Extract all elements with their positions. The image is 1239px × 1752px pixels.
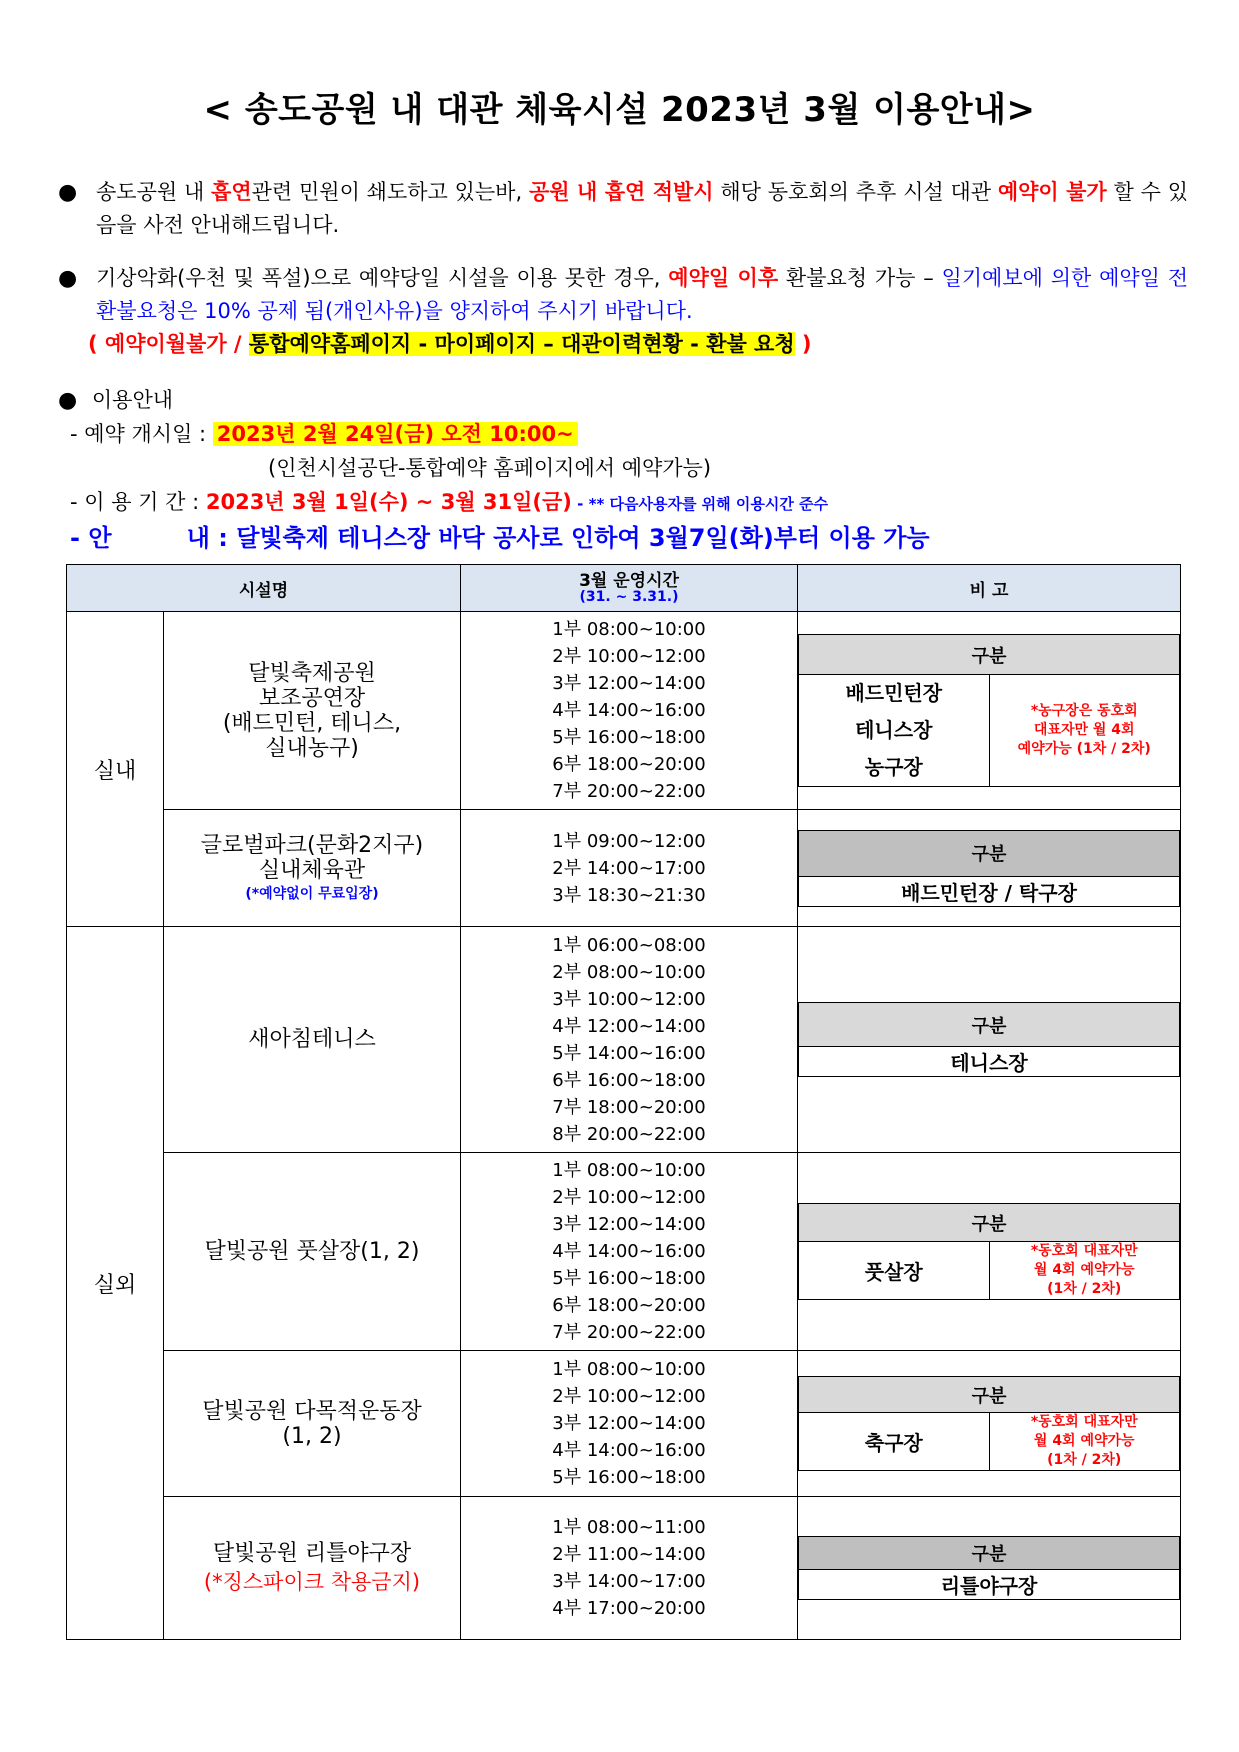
table-row: [67, 1497, 1181, 1640]
time-slot: 4부 14:00~16:00: [552, 1440, 706, 1461]
time-slot: 5부 16:00~18:00: [552, 727, 706, 748]
time-slot: 1부 06:00~08:00: [552, 934, 706, 956]
usage-period-value: 2023년 3월 1일(수) ~ 3월 31일(금): [205, 490, 572, 514]
reserve-start-value: 2023년 2월 24일(금) 오전 10:00~: [213, 422, 578, 446]
notice1-text-a: 송도공원 내: [96, 180, 212, 204]
time-slot: 1부 08:00~10:00: [552, 619, 706, 640]
usage-guide: - 안 내 : 달빛축제 테니스장 바닥 공사로 인하여 3월7일(화)부터 이용 가능: [70, 524, 930, 552]
time-slot: 2부 08:00~10:00: [552, 961, 706, 983]
table-row: [67, 1153, 1181, 1351]
reserve-start: [70, 418, 578, 448]
time-slot: 3부 14:00~17:00: [552, 1571, 706, 1592]
bullet-icon: ●: [58, 266, 78, 291]
remark-note: *동호회 대표자만 월 4회 예약가능 (1차 / 2차): [989, 1413, 1180, 1471]
gubun-label: 구분: [799, 1537, 1180, 1570]
facility-name: 달빛공원 풋살장(1, 2): [164, 1153, 461, 1351]
notice1-text-d: 할 수 있음을 사전 안내해드립니다.: [96, 180, 1188, 237]
notice1-smoking: 흡연: [211, 180, 252, 204]
refund-path-prefix: ( 예약이월불가 /: [88, 332, 249, 356]
facility-name: 새아침테니스: [164, 927, 461, 1153]
refund-path-suffix: ): [794, 332, 812, 356]
remark-main: 풋살장: [799, 1242, 990, 1300]
time-slot: 4부 14:00~16:00: [552, 1241, 706, 1262]
notice-refund: [58, 262, 1188, 361]
time-slot: 4부 17:00~20:00: [552, 1598, 706, 1619]
notice1-text-c: 해당 동호회의 추후 시설 대관: [713, 180, 998, 204]
usage-period-label: - 이 용 기 간 :: [70, 490, 206, 514]
page-title: < 송도공원 내 대관 체육시설 2023년 3월 이용안내>: [203, 90, 1036, 130]
time-slots: [461, 927, 798, 1153]
reserve-site: (인천시설공단-통합예약 홈페이지에서 예약가능): [268, 456, 712, 480]
remark-cell: [798, 1497, 1181, 1640]
bullet-icon: ●: [58, 180, 78, 205]
notice2-text-b: 환불요청 가능 –: [778, 266, 942, 290]
col-remark: 비 고: [798, 565, 1181, 612]
gubun-label: 구분: [799, 830, 1180, 876]
time-slot: 7부 18:00~20:00: [552, 1096, 706, 1118]
facility-name-text: 달빛공원 리틀야구장: [212, 1540, 412, 1566]
notice2-text-a: 기상악화(우천 및 폭설)으로 예약당일 시설을 이용 못한 경우,: [96, 266, 669, 290]
schedule-table: [66, 564, 1181, 1640]
time-slot: 3부 12:00~14:00: [552, 673, 706, 694]
remark-cell: [798, 927, 1181, 1153]
remark-cell: [798, 612, 1181, 810]
col-facility: 시설명: [67, 565, 461, 612]
time-slot: 3부 18:30~21:30: [552, 884, 706, 906]
facility-note: (*예약없이 무료입장): [245, 886, 379, 902]
remark-main: 축구장: [799, 1413, 990, 1471]
time-slots: [461, 810, 798, 927]
time-slot: 2부 10:00~12:00: [552, 1187, 706, 1208]
notice1-no-reservation: 예약이 불가: [997, 180, 1107, 204]
time-slot: 8부 20:00~22:00: [552, 1123, 706, 1145]
gubun-label: 구분: [799, 1003, 1180, 1047]
time-slots: [461, 1351, 798, 1497]
col-hours-title: 3월 운영시간: [579, 570, 679, 591]
remark-cell: [798, 810, 1181, 927]
notice2-forecast: 일기예보에 의한 예약일 전 환불요청은 10% 공제 됨(개인사유)을 양지하여 주시기 바랍니다.: [96, 266, 1188, 323]
remark-note: *동호회 대표자만 월 4회 예약가능 (1차 / 2차): [989, 1242, 1180, 1300]
time-slot: 6부 16:00~18:00: [552, 1069, 706, 1091]
notice-smoking: [58, 176, 1188, 242]
time-slot: 5부 16:00~18:00: [552, 1268, 706, 1289]
usage-period: [70, 486, 828, 516]
table-header: [67, 565, 1181, 612]
col-hours-range: (31. ~ 3.31.): [579, 588, 679, 605]
time-slot: 4부 12:00~14:00: [552, 1015, 706, 1037]
refund-path: [88, 328, 1188, 361]
category-outdoor: 실외: [67, 927, 164, 1640]
time-slot: 1부 09:00~12:00: [552, 830, 706, 852]
usage-heading-text: 이용안내: [91, 388, 174, 412]
remark-cell: [798, 1153, 1181, 1351]
facility-note: (*징스파이크 착용금지): [203, 1569, 421, 1594]
reserve-start-label: - 예약 개시일 :: [70, 422, 213, 446]
time-slot: 6부 18:00~20:00: [552, 754, 706, 775]
facility-name: [164, 810, 461, 927]
remark-main: 테니스장: [799, 1047, 1180, 1077]
bullet-icon: ●: [58, 388, 78, 413]
notice1-text-b: 관련 민원이 쇄도하고 있는바,: [251, 180, 529, 204]
time-slot: 2부 11:00~14:00: [552, 1544, 706, 1565]
remark-cell: [798, 1351, 1181, 1497]
time-slot: 1부 08:00~10:00: [552, 1160, 706, 1181]
usage-period-note: ** 다음사용자를 위해 이용시간 준수: [588, 495, 829, 513]
facility-name: 달빛공원 다목적운동장 (1, 2): [164, 1351, 461, 1497]
facility-name: [164, 1497, 461, 1640]
category-indoor: 실내: [67, 612, 164, 927]
time-slots: [461, 1497, 798, 1640]
time-slot: 5부 14:00~16:00: [552, 1042, 706, 1064]
time-slot: 2부 10:00~12:00: [552, 646, 706, 667]
remark-main: 리틀야구장: [799, 1570, 1180, 1600]
remark-note: *농구장은 동호회 대표자만 월 4회 예약가능 (1차 / 2차): [989, 675, 1180, 787]
time-slot: 1부 08:00~11:00: [552, 1517, 706, 1538]
table-row: [67, 612, 1181, 810]
gubun-label: 구분: [799, 635, 1180, 675]
time-slot: 3부 12:00~14:00: [552, 1214, 706, 1235]
time-slot: 7부 20:00~22:00: [552, 1322, 706, 1343]
table-row: [67, 927, 1181, 1153]
notice2-after-date: 예약일 이후: [668, 266, 779, 290]
remark-main: 배드민턴장 / 탁구장: [799, 876, 1180, 906]
table-row: [67, 810, 1181, 927]
time-slot: 2부 14:00~17:00: [552, 857, 706, 879]
notice1-violation: 공원 내 흡연 적발시: [528, 180, 714, 204]
time-slot: 2부 10:00~12:00: [552, 1386, 706, 1407]
refund-path-steps: 통합예약홈페이지 - 마이페이지 – 대관이력현황 - 환불 요청: [248, 332, 795, 356]
time-slot: 3부 10:00~12:00: [552, 988, 706, 1010]
time-slot: 7부 20:00~22:00: [552, 781, 706, 802]
remark-main: 배드민턴장 테니스장 농구장: [799, 675, 990, 787]
time-slot: 6부 18:00~20:00: [552, 1295, 706, 1316]
col-hours: [461, 565, 798, 612]
usage-heading: [58, 384, 173, 414]
facility-name-text: 글로벌파크(문화2지구) 실내체육관: [200, 833, 424, 883]
table-row: [67, 1351, 1181, 1497]
time-slots: [461, 612, 798, 810]
usage-period-dash: -: [571, 495, 589, 513]
time-slot: 5부 16:00~18:00: [552, 1467, 706, 1488]
time-slot: 4부 14:00~16:00: [552, 700, 706, 721]
time-slot: 3부 12:00~14:00: [552, 1413, 706, 1434]
time-slot: 1부 08:00~10:00: [552, 1359, 706, 1380]
facility-name: 달빛축제공원 보조공연장 (배드민턴, 테니스, 실내농구): [164, 612, 461, 810]
time-slots: [461, 1153, 798, 1351]
gubun-label: 구분: [799, 1204, 1180, 1242]
gubun-label: 구분: [799, 1377, 1180, 1413]
